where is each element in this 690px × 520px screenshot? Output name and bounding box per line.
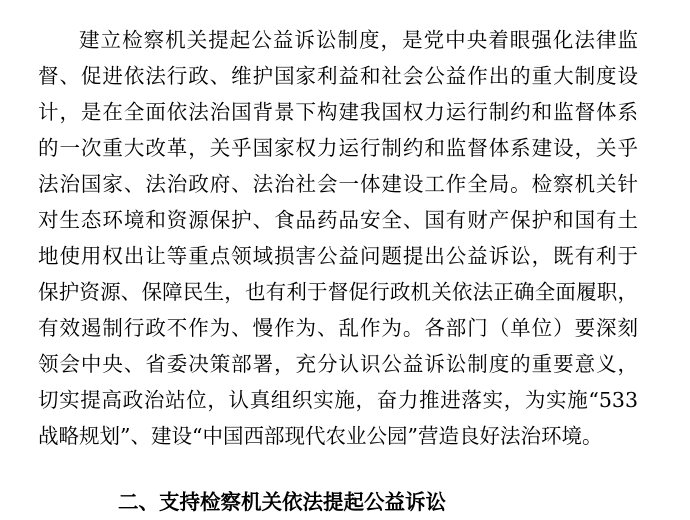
body-paragraph bbox=[38, 22, 638, 454]
paragraph-line-7: 地使用权出让等重点领域损害公益问题提出公益诉讼，既有利于 bbox=[38, 244, 638, 268]
next-section-heading: 二、支持检察机关依法提起公益诉讼 bbox=[118, 490, 446, 514]
paragraph-line-4: 的一次重大改革，关乎国家权力运行制约和监督体系建设，关乎 bbox=[38, 136, 638, 160]
paragraph-line-1: 建立检察机关提起公益诉讼制度，是党中央着眼强化法律监 bbox=[79, 28, 638, 52]
paragraph-line-9: 有效遏制行政不作为、慢作为、乱作为。各部门（单位）要深刻 bbox=[38, 316, 638, 340]
paragraph-line-3: 计，是在全面依法治国背景下构建我国权力运行制约和监督体系 bbox=[38, 100, 638, 124]
paragraph-line-10: 领会中央、省委决策部署，充分认识公益诉讼制度的重要意义， bbox=[38, 352, 638, 376]
paragraph-line-2: 督、促进依法行政、维护国家利益和社会公益作出的重大制度设 bbox=[38, 64, 638, 88]
paragraph-line-8: 保护资源、保障民生，也有利于督促行政机关依法正确全面履职， bbox=[38, 280, 638, 304]
paragraph-line-6: 对生态环境和资源保护、食品药品安全、国有财产保护和国有土 bbox=[38, 208, 638, 232]
paragraph-line-11: 切实提高政治站位，认真组织实施，奋力推进落实，为实施“533 bbox=[38, 388, 638, 412]
paragraph-line-12: 战略规划”、建设“中国西部现代农业公园”营造良好法治环境。 bbox=[38, 424, 603, 448]
paragraph-line-5: 法治国家、法治政府、法治社会一体建设工作全局。检察机关针 bbox=[38, 172, 638, 196]
